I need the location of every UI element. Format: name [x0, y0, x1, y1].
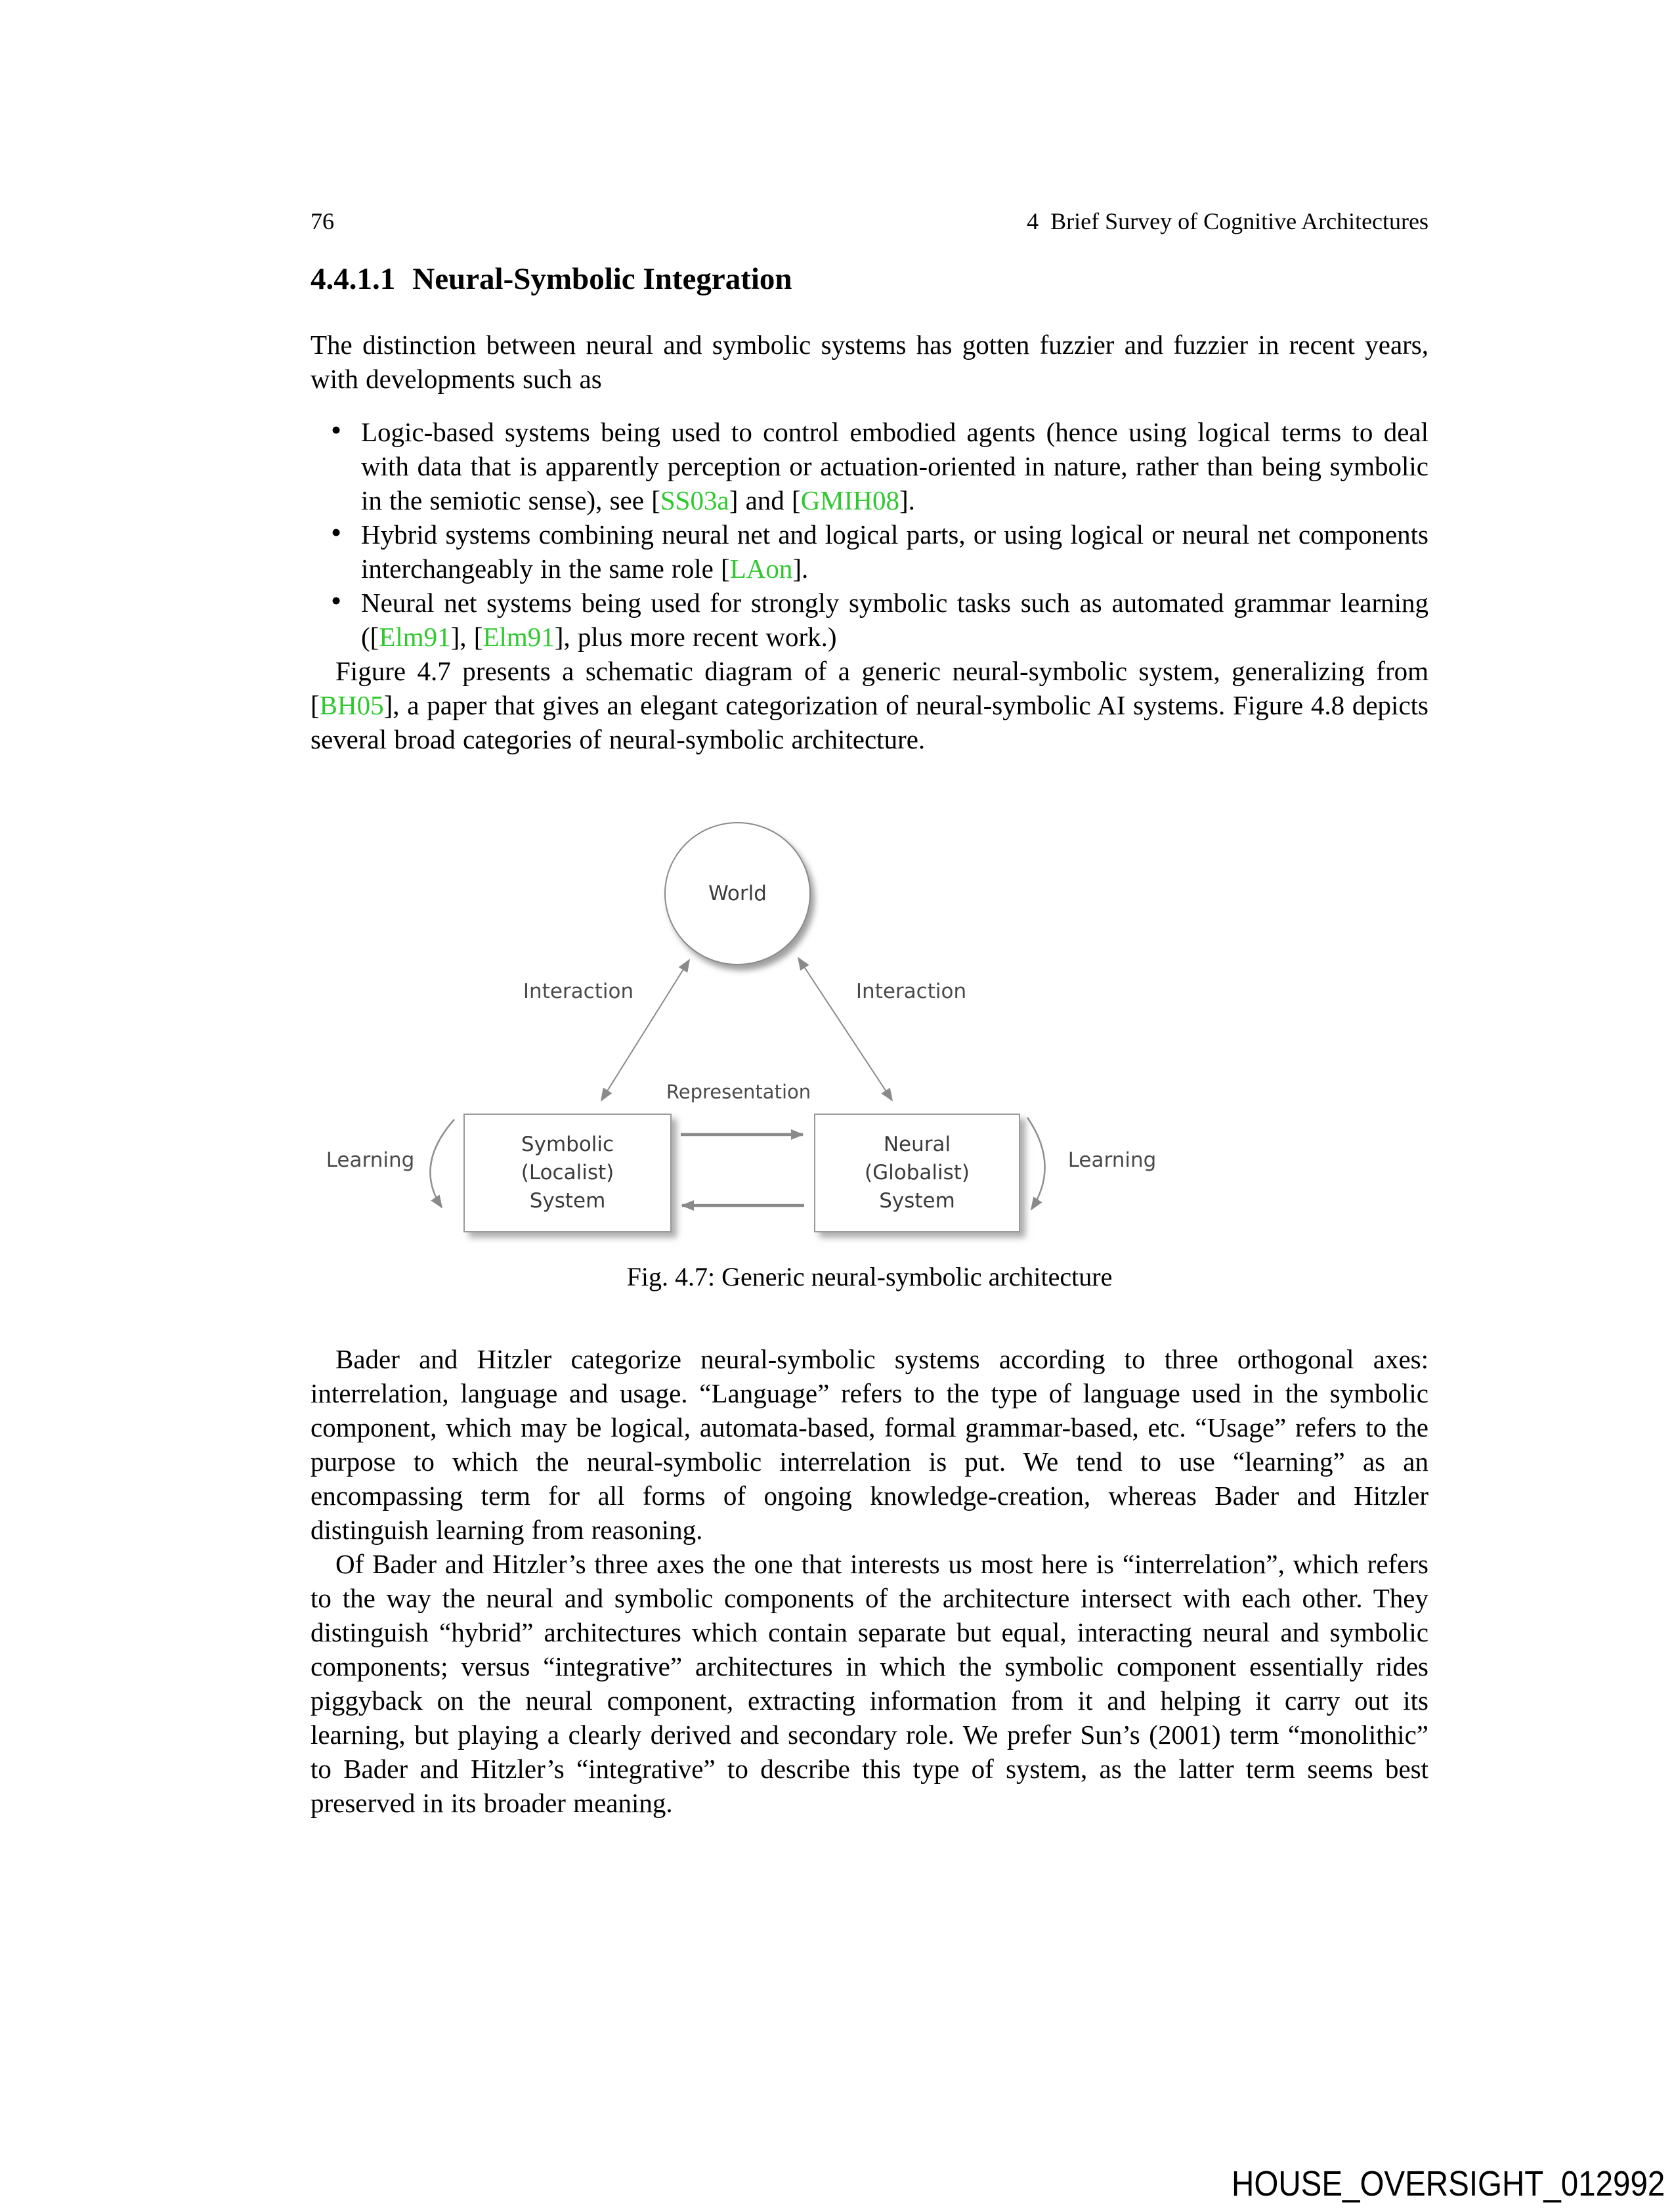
neural-system-node — [814, 1114, 1020, 1232]
watermark: HOUSE_OVERSIGHT_012992 — [1231, 2164, 1665, 2203]
section-number: 4.4.1.1 — [311, 262, 396, 296]
label-representation: Representation — [666, 1081, 811, 1103]
symbolic-system-line: (Localist) — [521, 1161, 614, 1184]
label-interaction-right: Interaction — [855, 980, 967, 1003]
symbolic-system-line: Symbolic — [521, 1133, 614, 1156]
label-learning-left: Learning — [326, 1148, 415, 1172]
page-number: 76 — [311, 208, 334, 234]
body-text-lower — [311, 1342, 1428, 1820]
section-title: Neural-Symbolic Integration — [412, 262, 792, 296]
developments-list — [311, 415, 1428, 654]
neural-system-line: Neural — [883, 1133, 951, 1156]
chapter-number: 4 — [1027, 208, 1039, 234]
citation-BH05[interactable]: BH05 — [319, 690, 384, 720]
paragraph-intro: The distinction between neural and symbolic systems has gotten fuzzier and fuzzier in recent years, with developments such as — [311, 330, 1428, 394]
list-item-neural-net — [311, 586, 1428, 654]
paragraph-bader-axes: Bader and Hitzler categorize neural-symbolic systems according to three orthogonal axes: interrelation, language and usage. “Language” refers to the type of language used in the symbolic component, which may be logical, automata-based, formal grammar-based, etc. “Usage” refers to the purpose to which the neural-symbolic interrelation is put. We tend to use “learning” as an encompassing term for all forms of ongoing knowledge-creation, whereas Bader and Hitzler distinguish learning from reasoning. — [311, 1344, 1428, 1545]
running-title — [1027, 207, 1428, 235]
list-item-logic-based — [311, 415, 1428, 517]
label-interaction-left: Interaction — [523, 980, 634, 1003]
label-learning-right: Learning — [1067, 1148, 1157, 1172]
world-label: World — [708, 882, 767, 905]
bullet-icon: • — [331, 584, 342, 617]
learning-arrow-right — [1027, 1117, 1045, 1209]
figure-4-7-diagram — [282, 814, 1214, 1254]
citation-GMIH08[interactable]: GMIH08 — [800, 485, 900, 515]
list-item-hybrid — [311, 517, 1428, 586]
neural-system-line: (Globalist) — [865, 1161, 970, 1184]
list-item-text: Hybrid systems combining neural net and logical parts, or using logical or neural net components interchangeably in the same role [LAon]. — [361, 519, 1428, 584]
list-item-text: Logic-based systems being used to control embodied agents (hence using logical terms to deal with data that is apparently perception or actuation-oriented in nature, rather than being symbolic in the semiotic sense), see [SS03a] and [GMIH08]. — [361, 417, 1428, 515]
citation-Elm91[interactable]: Elm91 — [483, 622, 555, 652]
list-item-text: Neural net systems being used for strongly symbolic tasks such as automated grammar learning ([Elm91], [Elm91], plus more recent work.) — [361, 588, 1428, 652]
paragraph-figure-ref: Figure 4.7 presents a schematic diagram of a generic neural-symbolic system, generalizing from [BH05], a paper that gives an elegant categorization of neural-symbolic AI systems. Figure 4.8 depicts several broad categories of neural-symbolic architecture. — [311, 656, 1428, 754]
paragraph-interrelation: Of Bader and Hitzler’s three axes the one that interests us most here is “interrelation”, which refers to the way the neural and symbolic components of the architecture intersect with each other. They distinguish “hybrid” architectures which contain separate but equal, interacting neural and symbolic components; versus “integrative” architectures in which the symbolic component essentially rides piggyback on the neural component, extracting information from it and helping it carry out its learning, but playing a clearly derived and secondary role. We prefer Sun’s (2001) term “monolithic” to Bader and Hitzler’s “integrative” to describe this type of system, as the latter term seems best preserved in its broader meaning. — [311, 1549, 1428, 1818]
citation-Elm91[interactable]: Elm91 — [379, 622, 451, 652]
running-header — [311, 207, 1428, 235]
figure-caption: Fig. 4.7: Generic neural-symbolic architecture — [626, 1262, 1113, 1291]
section-heading — [311, 261, 792, 297]
symbolic-system-line: System — [529, 1189, 606, 1213]
citation-LAon[interactable]: LAon — [729, 553, 793, 584]
symbolic-system-node — [463, 1114, 672, 1232]
body-text-upper — [311, 328, 1428, 756]
citation-SS03a[interactable]: SS03a — [660, 485, 729, 515]
bullet-icon: • — [331, 515, 342, 549]
neural-system-line: System — [879, 1189, 955, 1213]
world-node — [664, 822, 811, 965]
chapter-title: Brief Survey of Cognitive Architectures — [1050, 208, 1428, 234]
bullet-icon: • — [331, 413, 342, 446]
